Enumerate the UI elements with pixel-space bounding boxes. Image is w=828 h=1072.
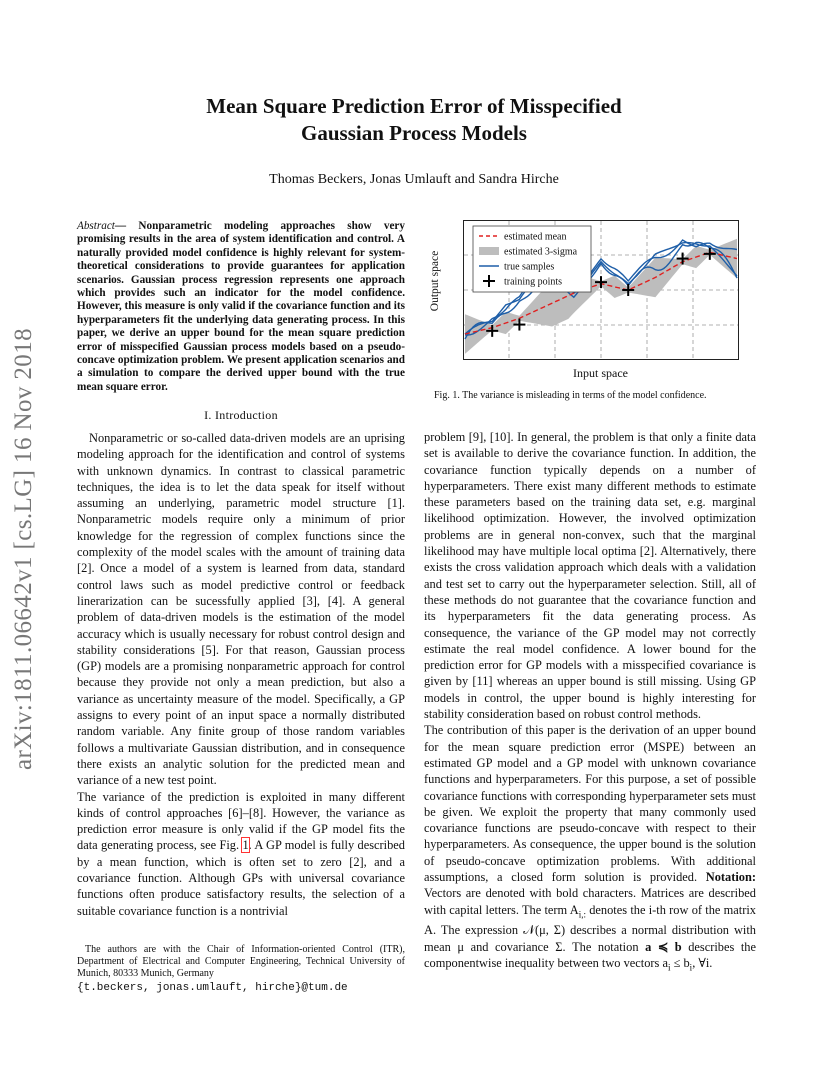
abstract-label: Abstract	[77, 220, 115, 232]
legend-label: estimated 3-sigma	[504, 246, 578, 258]
footnote-emails: {t.beckers, jonas.umlauft, hirche}@tum.de	[77, 982, 348, 994]
figure-xlabel: Input space	[573, 366, 628, 380]
legend-label: training points	[504, 276, 563, 288]
figure-reference-link[interactable]: 1	[242, 838, 249, 853]
figure-ylabel: Output space	[429, 250, 441, 312]
right-column	[424, 429, 756, 976]
paragraph: problem [9], [10]. In general, the problem is that only a finite data set is available to derive the covariance function. In addition, the covariance function typically depends on a number of hyperparameters. There exist many different methods to estimate these parameters based on the training data set, e.g. marginal likelihood optimization. However, the involved optimization problems are in general non-convex, such that the marginal likelihood may have multiple local optima [2]. Alternatively, there exists the cross validation approach which deals with a validation and test set to carry out the hyperparameter selection. Still, all of these methods do not guarantee that the covariance function and its hyperparameters fit the data generating process. As consequence, the variance of the GP model may not correctly estimate the real model confidence. A lower bound for the prediction error for GP models with a misspecified covariance is given by [11] whereas an upper bound is still missing. Using GP models in control, the upper bound is highly interesting for stability consideration based on robust control methods.	[424, 430, 756, 722]
legend-label: true samples	[504, 261, 555, 273]
figure-plot	[463, 220, 739, 360]
legend-band-swatch	[479, 247, 499, 255]
footnote: The authors are with the Chair of Information-oriented Control (ITR), Department of Electrical and Computer Engineering, Technical University of Munich, 80333 Munich, Germany {t.beckers, jonas.umlauft, hirche}@tum.de	[77, 944, 405, 994]
author-list: Thomas Beckers, Jonas Umlauft and Sandra Hirche	[269, 172, 559, 187]
section-heading: I. Introduction	[204, 408, 278, 422]
paragraph: The variance of the prediction is exploited in many different kinds of control approaches [6]–[8]. However, the variance as prediction error measure is only valid if the GP model fits the data generating process, see Fig. 1. A GP model is fully described by a mean function, which is often set to zero [2], and a covariance function. Although GPs with universal covariance functions often produce satisfactory results, the selection of a suitable covariance function is a nontrivial	[77, 789, 405, 918]
arxiv-watermark: arXiv:1811.06642v1 [cs.LG] 16 Nov 2018	[10, 328, 37, 770]
abstract	[77, 220, 405, 394]
notation-label: Notation:	[705, 870, 756, 885]
paper-title: Mean Square Prediction Error of Misspecified Gaussian Process Models	[206, 94, 622, 145]
abstract-text: — Nonparametric modeling approaches show very promising results in the area of system identification and control. A naturally provided model confidence is highly relevant for system-theoretical considerations to provide guarantees for application scenarios. Gaussian process regression represents one approach which provides such an indicator for the model confidence. However, this measure is only valid if the covariance function and its hyperparameters fit the underlying data generating process. In this paper, we derive an upper bound for the mean square prediction error of misspecified Gaussian process models based on a pseudo-concave optimization problem. We present application scenarios and a simulation to compare the derived upper bound with the true mean square error.	[77, 220, 405, 393]
figure-caption: Fig. 1. The variance is misleading in terms of the model confidence.	[434, 390, 707, 401]
paragraph: Nonparametric or so-called data-driven models are an uprising modeling approach for the identification and control of systems with unknown dynamics. In contrast to classical parametric techniques, the idea is to let the data speak for itself without assuming an underlying, parametric model structure [1]. Nonparametric models require only a minimum of prior knowledge for the regression of complex functions since the complexity of the model scales with the amount of training data [2]. Once a model of a system is learned from data, standard control laws such as model predictive control or feedback linerarization can be sucessfully applied [3], [4]. A general problem of data-driven models is the estimation of the model accuracy which is usually necessary for robust control design and stability considerations [5]. For that reason, Gaussian process (GP) models are a promising nonparametric approach for control because they provide not only a mean prediction, but also a variance as uncertainty measure of the model. Specifically, a GP assigns to every point of an input space a normally distributed random variable. Any finite group of those random variables follows a multivariate Gaussian distribution, and in consequence there exists an analytic solution for the predicted mean and variance of a new test point.	[77, 431, 405, 788]
left-column	[77, 430, 405, 919]
legend-label: estimated mean	[504, 231, 567, 243]
paragraph: The contribution of this paper is the derivation of an upper bound for the mean square prediction error (MSPE) between an estimated GP model and a GP model with unknown covariance functions and hyperparameters. For this purpose, a set of possible covariance functions with corresponding hyperparameter sets must be given. We exploit the property that many commonly used covariance functions are pseudo-concave with respect to their hyperparameters. As consequence, the upper bound is the solution of pseudo-concave optimization problems. With additional assumptions, a closed form solution is provided. Notation: Vectors are denoted with bold characters. Matrices are described with capital letters. The term $A_{i,:}$ denotes the i-th row of the matrix A. The expression 𝒩(μ, Σ) describes a normal distribution with mean μ and covariance Σ. The notation a ≼ b describes the componentwise inequality between two vectors $a_i \le b_i$, ∀i.	[424, 723, 757, 973]
